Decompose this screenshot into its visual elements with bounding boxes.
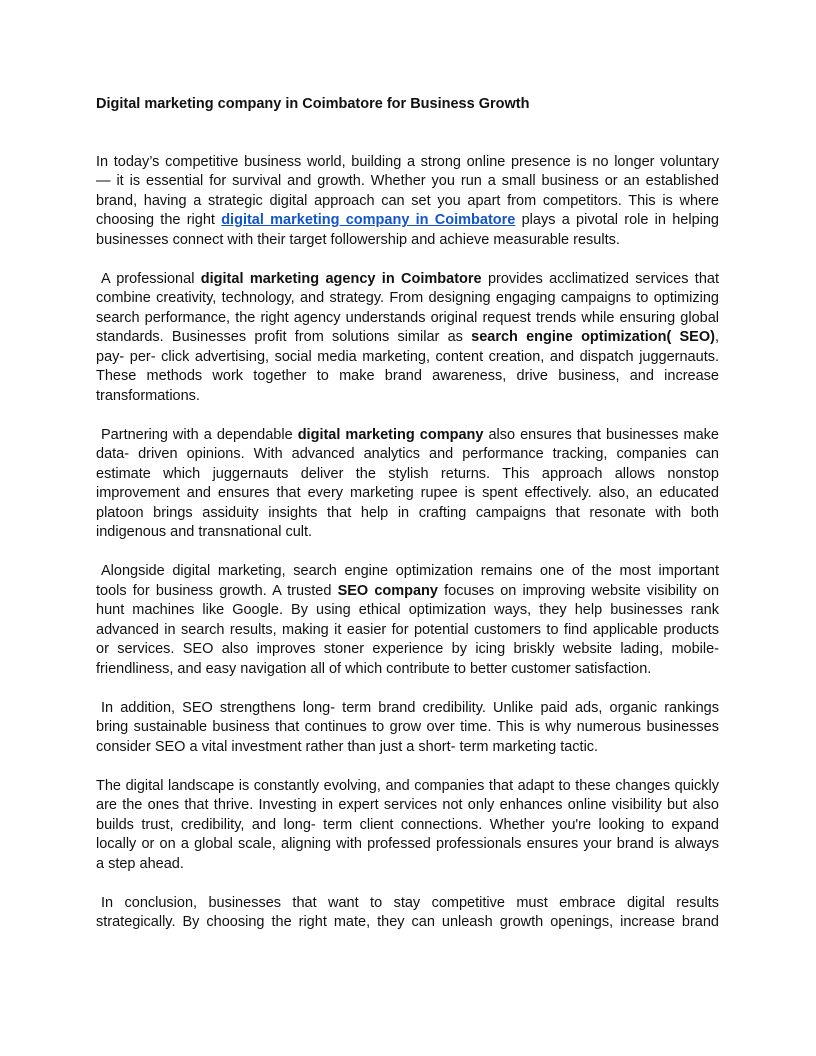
text-span: advanced in search results, making it easier for potential customers to find applicable products: [96, 621, 719, 638]
text-span: estimate which juggernauts deliver the stylish returns. This approach allows nonstop: [96, 465, 719, 482]
text-line: [96, 523, 719, 543]
text-line: [96, 699, 719, 719]
text-line: [96, 660, 719, 680]
text-span: ,: [714, 329, 719, 345]
text-span: locally or on a global scale, aligning with professed professionals ensures your brand is always: [96, 836, 719, 852]
text-span: These methods work together to make brand awareness, drive business, and increase: [96, 368, 719, 384]
text-line: [96, 387, 719, 407]
text-line: [96, 153, 719, 173]
text-line: [96, 211, 719, 231]
text-span: choosing the right: [96, 212, 222, 228]
text-span: A professional: [101, 270, 201, 287]
text-line: [96, 562, 719, 582]
text-line: [96, 348, 719, 368]
text-line: [96, 445, 719, 465]
text-span: consider SEO a vital investment rather than just a short- term marketing tactic.: [96, 738, 599, 755]
text-span: In addition, SEO strengthens long- term brand credibility. Unlike paid ads, organic rankings: [101, 699, 719, 716]
text-line: [96, 738, 719, 758]
text-line: [96, 621, 719, 641]
text-span: provides acclimatized services that: [481, 270, 719, 287]
text-span: strategically. By choosing the right mate, they can unleash growth openings, increase brand: [96, 914, 719, 930]
text-span: transformations.: [96, 387, 200, 404]
document-page: [96, 95, 719, 952]
text-span: tools for business growth. A trusted: [96, 582, 338, 599]
paragraph: [96, 699, 719, 758]
text-line: [96, 465, 719, 485]
text-line: [96, 894, 719, 914]
text-span: hunt machines like Google. By using ethical optimization ways, they help businesses rank: [96, 602, 719, 618]
text-line: [96, 426, 719, 446]
text-span: data- driven opinions. With advanced analytics and performance tracking, companies can: [96, 446, 719, 462]
paragraph: [96, 153, 719, 251]
text-line: [96, 718, 719, 738]
text-span: are the ones that thrive. Investing in expert services not only enhances online visibility but also: [96, 797, 719, 813]
text-span: a step ahead.: [96, 855, 184, 872]
text-span: Alongside digital marketing, search engine optimization remains one of the most important: [101, 563, 719, 579]
text-span: — it is essential for survival and growth. Whether you run a small business or an established: [96, 173, 719, 189]
text-line: [96, 796, 719, 816]
text-span: Partnering with a dependable: [101, 426, 298, 443]
text-span: brand, having a strategic digital approach can set you apart from competitors. This is where: [96, 192, 719, 209]
text-span: builds trust, credibility, and long- term client connections. Whether you're looking to expand: [96, 816, 719, 833]
text-line: [96, 777, 719, 797]
text-span: focuses on improving website visibility on: [437, 582, 720, 599]
text-line: [96, 328, 719, 348]
paragraph: [96, 426, 719, 543]
bold-text: digital marketing company: [297, 426, 484, 443]
text-span: improvement and ensures that every marketing rupee is spent effectively. also, an educated: [96, 485, 719, 501]
text-line: [96, 913, 719, 933]
document-title: Digital marketing company in Coimbatore for Business Growth: [96, 96, 530, 112]
text-line: [96, 367, 719, 387]
text-span: In today’s competitive business world, building a strong online presence is no longer voluntary: [96, 153, 719, 170]
text-line: [96, 192, 719, 212]
text-line: [96, 816, 719, 836]
text-span: plays a pivotal role in helping: [515, 212, 719, 228]
text-span: combine creativity, technology, and strategy. From designing engaging campaigns to optimizing: [96, 290, 719, 306]
text-span: standards. Businesses profit from solutions similar as: [96, 329, 472, 345]
text-line: [96, 835, 719, 855]
bold-text: digital marketing agency in Coimbatore: [200, 270, 482, 287]
text-line: [96, 484, 719, 504]
text-line: [96, 270, 719, 290]
text-span: also ensures that businesses make: [483, 426, 719, 443]
text-line: [96, 582, 719, 602]
text-line: [96, 640, 719, 660]
bold-text: SEO company: [337, 582, 438, 599]
text-span: friendliness, and easy navigation all of which contribute to better customer satisfaction.: [96, 660, 652, 677]
text-line: [96, 289, 719, 309]
paragraph: [96, 894, 719, 933]
text-line: [96, 504, 719, 524]
paragraph: [96, 562, 719, 679]
text-span: The digital landscape is constantly evolving, and companies that adapt to these changes quickly: [96, 777, 719, 794]
text-span: pay- per- click advertising, social media marketing, content creation, and dispatch juggernauts.: [96, 348, 719, 365]
document-body: [96, 153, 719, 933]
hyperlink[interactable]: digital marketing company in Coimbatore: [221, 212, 516, 228]
text-span: or services. SEO also improves stoner experience by icing briskly website lading, mobile-: [96, 641, 719, 657]
text-span: search performance, the right agency understands original request trends while ensuring global: [96, 309, 719, 326]
text-line: [96, 855, 719, 875]
paragraph: [96, 777, 719, 875]
text-span: bring sustainable business that continues to grow over time. This is why numerous businesses: [96, 719, 719, 735]
text-line: [96, 601, 719, 621]
text-line: [96, 231, 719, 251]
paragraph: [96, 270, 719, 407]
text-span: platoon brings assiduity insights that help in crafting campaigns that resonate with both: [96, 504, 719, 521]
text-line: [96, 309, 719, 329]
bold-text: search engine optimization( SEO): [471, 329, 715, 345]
text-span: businesses connect with their target followership and achieve measurable results.: [96, 231, 620, 248]
text-line: [96, 172, 719, 192]
text-span: In conclusion, businesses that want to stay competitive must embrace digital results: [101, 894, 719, 911]
text-span: indigenous and transnational cult.: [96, 524, 313, 540]
